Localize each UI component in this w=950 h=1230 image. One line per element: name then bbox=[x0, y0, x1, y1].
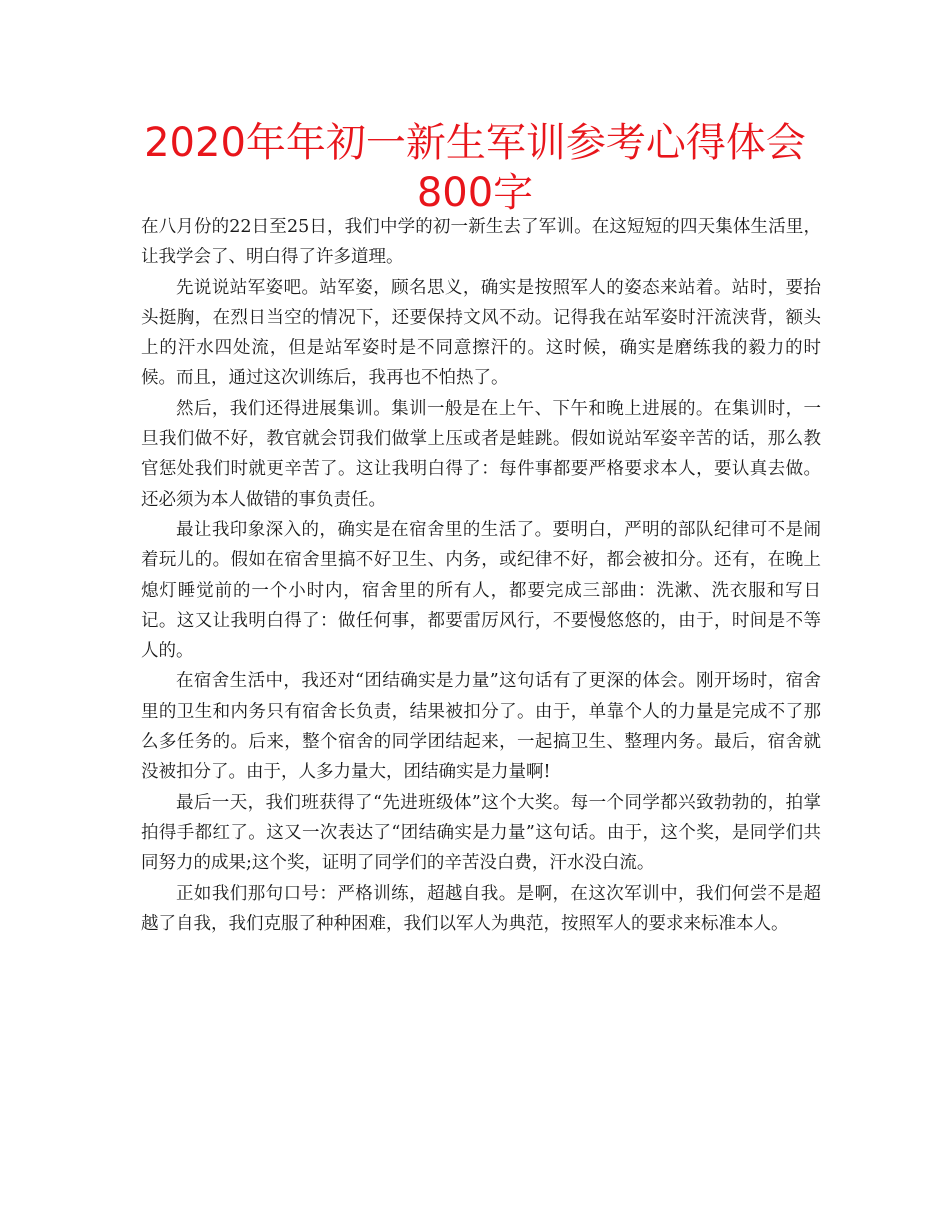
document-body bbox=[141, 212, 821, 939]
paragraph-4: 最让我印象深入的，确实是在宿舍里的生活了。要明白，严明的部队纪律可不是闹着玩儿的。假如在宿舍里搞不好卫生、内务，或纪律不好，都会被扣分。还有，在晚上熄灯睡觉前的一个小时内，宿舍里的所有人，都要完成三部曲：洗漱、洗衣服和写日记。这又让我明白得了：做任何事，都要雷厉风行，不要慢悠悠的，由于，时间是不等人的。 bbox=[141, 519, 821, 662]
document-title: 2020年年初一新生军训参考心得体会800字 bbox=[144, 120, 806, 216]
paragraph-5: 在宿舍生活中，我还对“团结确实是力量”这句话有了更深的体会。刚开场时，宿舍里的卫生和内务只有宿舍长负责，结果被扣分了。由于，单靠个人的力量是完成不了那么多任务的。后来，整个宿舍的同学团结起来，一起搞卫生、整理内务。最后，宿舍就没被扣分了。由于，人多力量大，团结确实是力量啊! bbox=[141, 671, 821, 783]
paragraph-2: 先说说站军姿吧。站军姿，顾名思义，确实是按照军人的姿态来站着。站时，要抬头挺胸，在烈日当空的情况下，还要保持文风不动。记得我在站军姿时汗流浃背，额头上的汗水四处流，但是站军姿时是不同意擦汗的。这时候，确实是磨练我的毅力的时候。而且，通过这次训练后，我再也不怕热了。 bbox=[141, 277, 821, 389]
paragraph-6: 最后一天，我们班获得了“先进班级体”这个大奖。每一个同学都兴致勃勃的，拍掌拍得手都红了。这又一次表达了“团结确实是力量”这句话。由于，这个奖，是同学们共同努力的成果;这个奖，证明了同学们的辛苦没白费，汗水没白流。 bbox=[141, 792, 821, 874]
paragraph-1: 在八月份的22日至25日，我们中学的初一新生去了军训。在这短短的四天集体生活里，让我学会了、明白得了许多道理。 bbox=[141, 217, 821, 268]
paragraph-3: 然后，我们还得进展集训。集训一般是在上午、下午和晚上进展的。在集训时，一旦我们做不好，教官就会罚我们做掌上压或者是蛙跳。假如说站军姿辛苦的话，那么教官惩处我们时就更辛苦了。这让我明白得了：每件事都要严格要求本人，要认真去做。还必须为本人做错的事负责任。 bbox=[141, 398, 821, 510]
paragraph-7: 正如我们那句口号：严格训练，超越自我。是啊，在这次军训中，我们何尝不是超越了自我，我们克服了种种困难，我们以军人为典范，按照军人的要求来标准本人。 bbox=[141, 883, 821, 934]
